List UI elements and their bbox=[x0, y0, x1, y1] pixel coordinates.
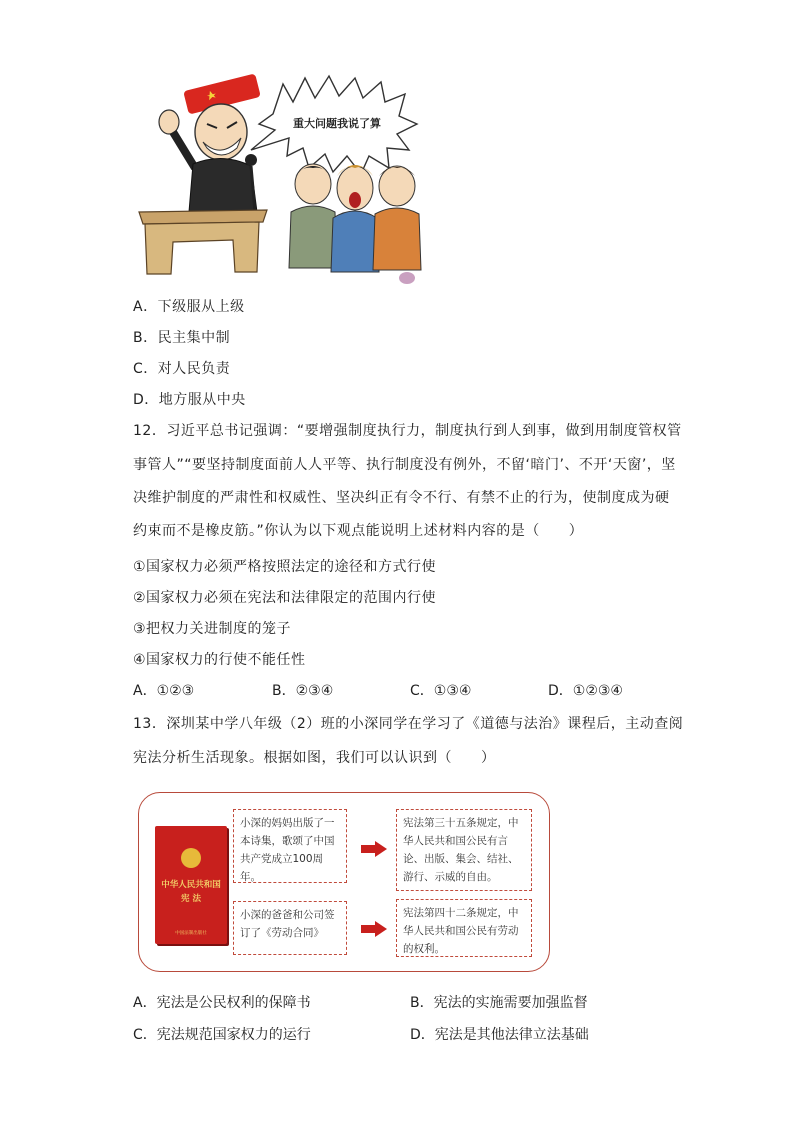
arrow-right-icon bbox=[361, 841, 387, 857]
option-b: B．民主集中制 bbox=[133, 330, 231, 346]
q13-option-b: B．宪法的实施需要加强监督 bbox=[410, 995, 588, 1011]
q12-stem-line: 12．习近平总书记强调：“要增强制度执行力，制度执行到人到事，做到用制度管权管 bbox=[133, 423, 682, 439]
constitution-book-image bbox=[155, 826, 227, 944]
option-d: D．地方服从中央 bbox=[133, 392, 246, 408]
q12-option-b: B．②③④ bbox=[272, 683, 334, 699]
cartoon-illustration bbox=[133, 72, 423, 287]
law-box-2: 宪法第四十二条规定，中华人民共和国公民有劳动的权利。 bbox=[396, 899, 532, 957]
q12-stem-line: 事管人”“要坚持制度面前人人平等、执行制度没有例外，不留‘暗门’、不开‘天窗’，坚 bbox=[133, 457, 676, 473]
scenario-box-2: 小深的爸爸和公司签订了《劳动合同》 bbox=[233, 901, 347, 955]
q12-option-d: D．①②③④ bbox=[548, 683, 623, 699]
q12-stem-line: 决维护制度的严肃性和权威性、坚决纠正有令不行、有禁不止的行为，使制度成为硬 bbox=[133, 490, 670, 506]
national-emblem-icon bbox=[181, 848, 201, 868]
option-c: C．对人民负责 bbox=[133, 361, 231, 377]
q12-option-a: A．①②③ bbox=[133, 683, 195, 699]
q12-stem-line: 约束而不是橡皮筋。”你认为以下观点能说明上述材料内容的是（ ） bbox=[133, 523, 584, 539]
law-box-1: 宪法第三十五条规定，中华人民共和国公民有言论、出版、集会、结社、游行、示威的自由。 bbox=[396, 809, 532, 891]
q13-stem-line: 13．深圳某中学八年级（2）班的小深同学在学习了《道德与法治》课程后，主动查阅 bbox=[133, 716, 684, 732]
q12-statement-1: ①国家权力必须严格按照法定的途径和方式行使 bbox=[133, 559, 437, 575]
speech-text: 重大问题我说了算 bbox=[293, 117, 381, 130]
book-publisher: 中国法制出版社 bbox=[175, 931, 207, 936]
arrow-right-icon bbox=[361, 921, 387, 937]
book-title: 中华人民共和国 bbox=[161, 880, 221, 890]
q12-statement-3: ③把权力关进制度的笼子 bbox=[133, 621, 292, 637]
q12-statement-4: ④国家权力的行使不能任性 bbox=[133, 652, 306, 668]
q12-statement-2: ②国家权力必须在宪法和法律限定的范围内行使 bbox=[133, 590, 437, 606]
constitution-diagram bbox=[138, 792, 550, 972]
option-a: A．下级服从上级 bbox=[133, 299, 245, 315]
scenario-box-1: 小深的妈妈出版了一本诗集，歌颂了中国共产党成立100周年。 bbox=[233, 809, 347, 883]
q12-option-c: C．①③④ bbox=[410, 683, 472, 699]
book-subtitle: 宪 法 bbox=[181, 894, 201, 904]
q13-stem-line: 宪法分析生活现象。根据如图，我们可以认识到（ ） bbox=[133, 750, 496, 766]
q13-option-c: C．宪法规范国家权力的运行 bbox=[133, 1027, 311, 1043]
q13-option-d: D．宪法是其他法律立法基础 bbox=[410, 1027, 589, 1043]
q13-option-a: A．宪法是公民权利的保障书 bbox=[133, 995, 311, 1011]
